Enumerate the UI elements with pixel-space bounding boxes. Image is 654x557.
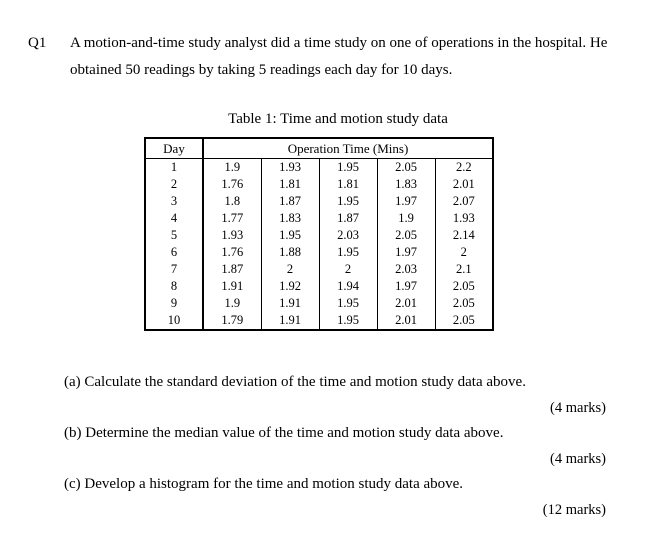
time-value-cell: 1.83 <box>377 176 435 193</box>
day-cell: 1 <box>145 159 203 177</box>
part-b-text: (b) Determine the median value of the time and motion study data above. <box>64 425 504 441</box>
operation-time-header: Operation Time (Mins) <box>203 138 493 159</box>
part-a-marks: (4 marks) <box>550 400 606 416</box>
time-value-cell: 1.95 <box>319 244 377 261</box>
time-value-cell: 2 <box>319 261 377 278</box>
question-text-line-1: A motion-and-time study analyst did a time study on one of operations in the hospital. He <box>70 35 608 51</box>
time-value-cell: 2.01 <box>377 295 435 312</box>
time-value-cell: 1.93 <box>435 210 493 227</box>
table-row <box>145 295 493 312</box>
time-value-cell: 1.76 <box>203 244 261 261</box>
part-b-marks: (4 marks) <box>550 451 606 467</box>
time-value-cell: 2.05 <box>435 312 493 330</box>
time-value-cell: 1.87 <box>203 261 261 278</box>
table-header-row <box>145 138 493 159</box>
time-value-cell: 1.97 <box>377 278 435 295</box>
question-text-line-2: obtained 50 readings by taking 5 readings each day for 10 days. <box>70 62 453 78</box>
time-value-cell: 1.95 <box>319 295 377 312</box>
time-value-cell: 1.91 <box>203 278 261 295</box>
time-value-cell: 2.05 <box>435 278 493 295</box>
time-value-cell: 1.9 <box>377 210 435 227</box>
time-study-table <box>144 137 494 331</box>
time-value-cell: 2.03 <box>377 261 435 278</box>
day-cell: 10 <box>145 312 203 330</box>
time-value-cell: 1.79 <box>203 312 261 330</box>
time-value-cell: 2.14 <box>435 227 493 244</box>
time-value-cell: 1.92 <box>261 278 319 295</box>
table-row <box>145 261 493 278</box>
question-number: Q1 <box>28 35 47 51</box>
time-value-cell: 1.81 <box>319 176 377 193</box>
day-column-header: Day <box>145 138 203 159</box>
time-value-cell: 2.05 <box>377 159 435 177</box>
time-value-cell: 1.87 <box>319 210 377 227</box>
time-value-cell: 1.97 <box>377 193 435 210</box>
time-value-cell: 1.91 <box>261 295 319 312</box>
day-cell: 8 <box>145 278 203 295</box>
time-value-cell: 1.95 <box>319 193 377 210</box>
time-value-cell: 2.01 <box>435 176 493 193</box>
time-value-cell: 1.95 <box>319 312 377 330</box>
time-value-cell: 2.07 <box>435 193 493 210</box>
time-value-cell: 1.91 <box>261 312 319 330</box>
day-cell: 7 <box>145 261 203 278</box>
time-value-cell: 1.95 <box>261 227 319 244</box>
time-value-cell: 1.87 <box>261 193 319 210</box>
time-value-cell: 2.05 <box>377 227 435 244</box>
table-row <box>145 227 493 244</box>
time-value-cell: 1.93 <box>203 227 261 244</box>
table-caption: Table 1: Time and motion study data <box>228 111 448 127</box>
time-value-cell: 1.88 <box>261 244 319 261</box>
time-value-cell: 1.95 <box>319 159 377 177</box>
time-value-cell: 2.03 <box>319 227 377 244</box>
table-row <box>145 159 493 177</box>
day-cell: 3 <box>145 193 203 210</box>
time-value-cell: 1.94 <box>319 278 377 295</box>
table-row <box>145 193 493 210</box>
time-value-cell: 2.05 <box>435 295 493 312</box>
day-cell: 6 <box>145 244 203 261</box>
time-value-cell: 2.2 <box>435 159 493 177</box>
table-row <box>145 210 493 227</box>
day-cell: 2 <box>145 176 203 193</box>
day-cell: 4 <box>145 210 203 227</box>
time-value-cell: 1.93 <box>261 159 319 177</box>
table-row <box>145 176 493 193</box>
part-a-text: (a) Calculate the standard deviation of the time and motion study data above. <box>64 374 526 390</box>
time-value-cell: 1.9 <box>203 159 261 177</box>
table-row <box>145 244 493 261</box>
day-cell: 9 <box>145 295 203 312</box>
time-value-cell: 1.81 <box>261 176 319 193</box>
time-value-cell: 1.77 <box>203 210 261 227</box>
day-cell: 5 <box>145 227 203 244</box>
time-value-cell: 2.01 <box>377 312 435 330</box>
time-value-cell: 1.8 <box>203 193 261 210</box>
part-c-text: (c) Develop a histogram for the time and motion study data above. <box>64 476 464 492</box>
table-body <box>145 159 493 331</box>
time-value-cell: 2.1 <box>435 261 493 278</box>
time-value-cell: 1.76 <box>203 176 261 193</box>
time-value-cell: 1.9 <box>203 295 261 312</box>
time-value-cell: 2 <box>435 244 493 261</box>
time-value-cell: 2 <box>261 261 319 278</box>
part-c-marks: (12 marks) <box>542 502 606 518</box>
time-value-cell: 1.83 <box>261 210 319 227</box>
table-row <box>145 278 493 295</box>
time-value-cell: 1.97 <box>377 244 435 261</box>
table-row <box>145 312 493 330</box>
table-caption-wrapper <box>0 111 654 128</box>
